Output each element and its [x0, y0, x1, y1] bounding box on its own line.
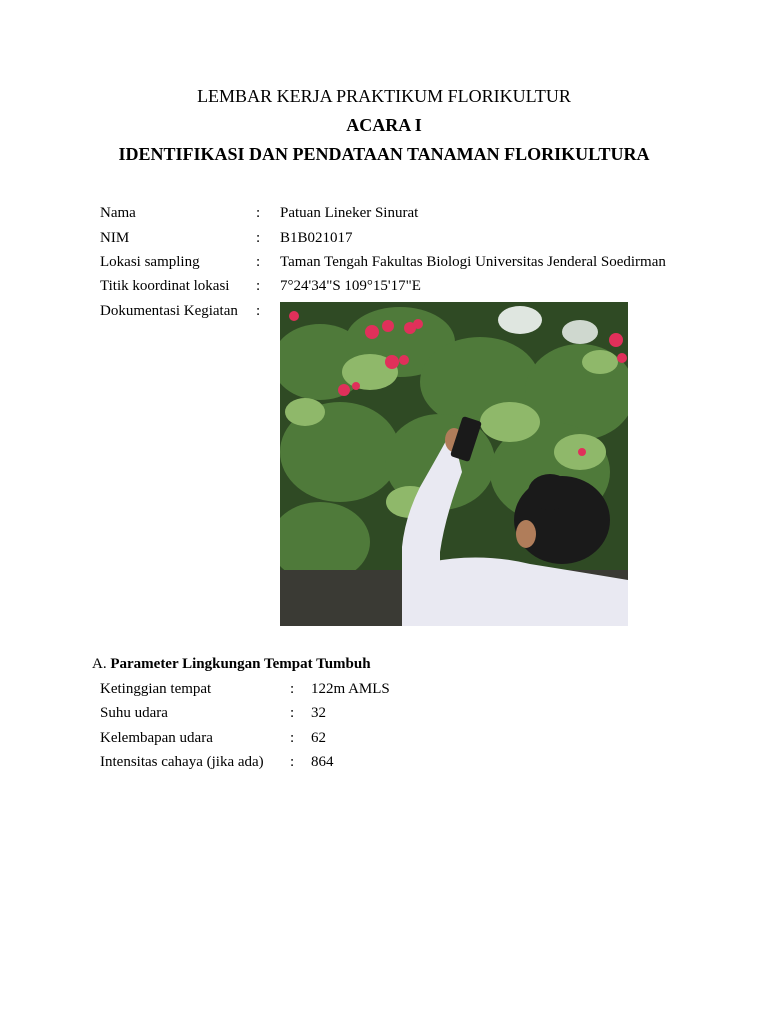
info-value: 7°24'34"S 109°15'17"E [280, 278, 421, 294]
param-label: Suhu udara [100, 705, 168, 721]
info-value: B1B021017 [280, 230, 353, 246]
document-title: LEMBAR KERJA PRAKTIKUM FLORIKULTUR [197, 86, 571, 106]
info-separator: : [256, 205, 261, 221]
document-subtitle-acara: ACARA I [346, 115, 422, 135]
info-label: Titik koordinat lokasi [100, 278, 230, 294]
param-value: 122m AMLS [311, 681, 390, 697]
info-label: NIM [100, 230, 130, 246]
section-letter: A. [92, 656, 107, 672]
info-label: Lokasi sampling [100, 254, 200, 270]
param-value: 62 [311, 730, 326, 746]
info-value: Patuan Lineker Sinurat [280, 205, 419, 221]
param-label: Ketinggian tempat [100, 681, 212, 697]
param-separator: : [290, 705, 295, 721]
info-separator: : [256, 254, 261, 270]
param-separator: : [290, 754, 295, 770]
info-label: Nama [100, 205, 136, 221]
param-label: Kelembapan udara [100, 730, 213, 746]
param-separator: : [290, 681, 295, 697]
info-separator: : [256, 230, 261, 246]
param-separator: : [290, 730, 295, 746]
info-value: Taman Tengah Fakultas Biologi Universitas Jenderal Soedirman [280, 254, 666, 270]
param-value: 32 [311, 705, 326, 721]
param-value: 864 [311, 754, 334, 770]
bougainvillea-photo-image [280, 302, 628, 626]
section-a-heading [92, 653, 371, 675]
info-separator: : [256, 278, 261, 294]
document-heading: IDENTIFIKASI DAN PENDATAAN TANAMAN FLORIKULTURA [118, 144, 650, 164]
info-label: Dokumentasi Kegiatan [100, 303, 238, 319]
documentation-photo [280, 302, 628, 626]
section-title: Parameter Lingkungan Tempat Tumbuh [110, 656, 371, 672]
param-label: Intensitas cahaya (jika ada) [100, 754, 264, 770]
info-separator: : [256, 303, 261, 319]
